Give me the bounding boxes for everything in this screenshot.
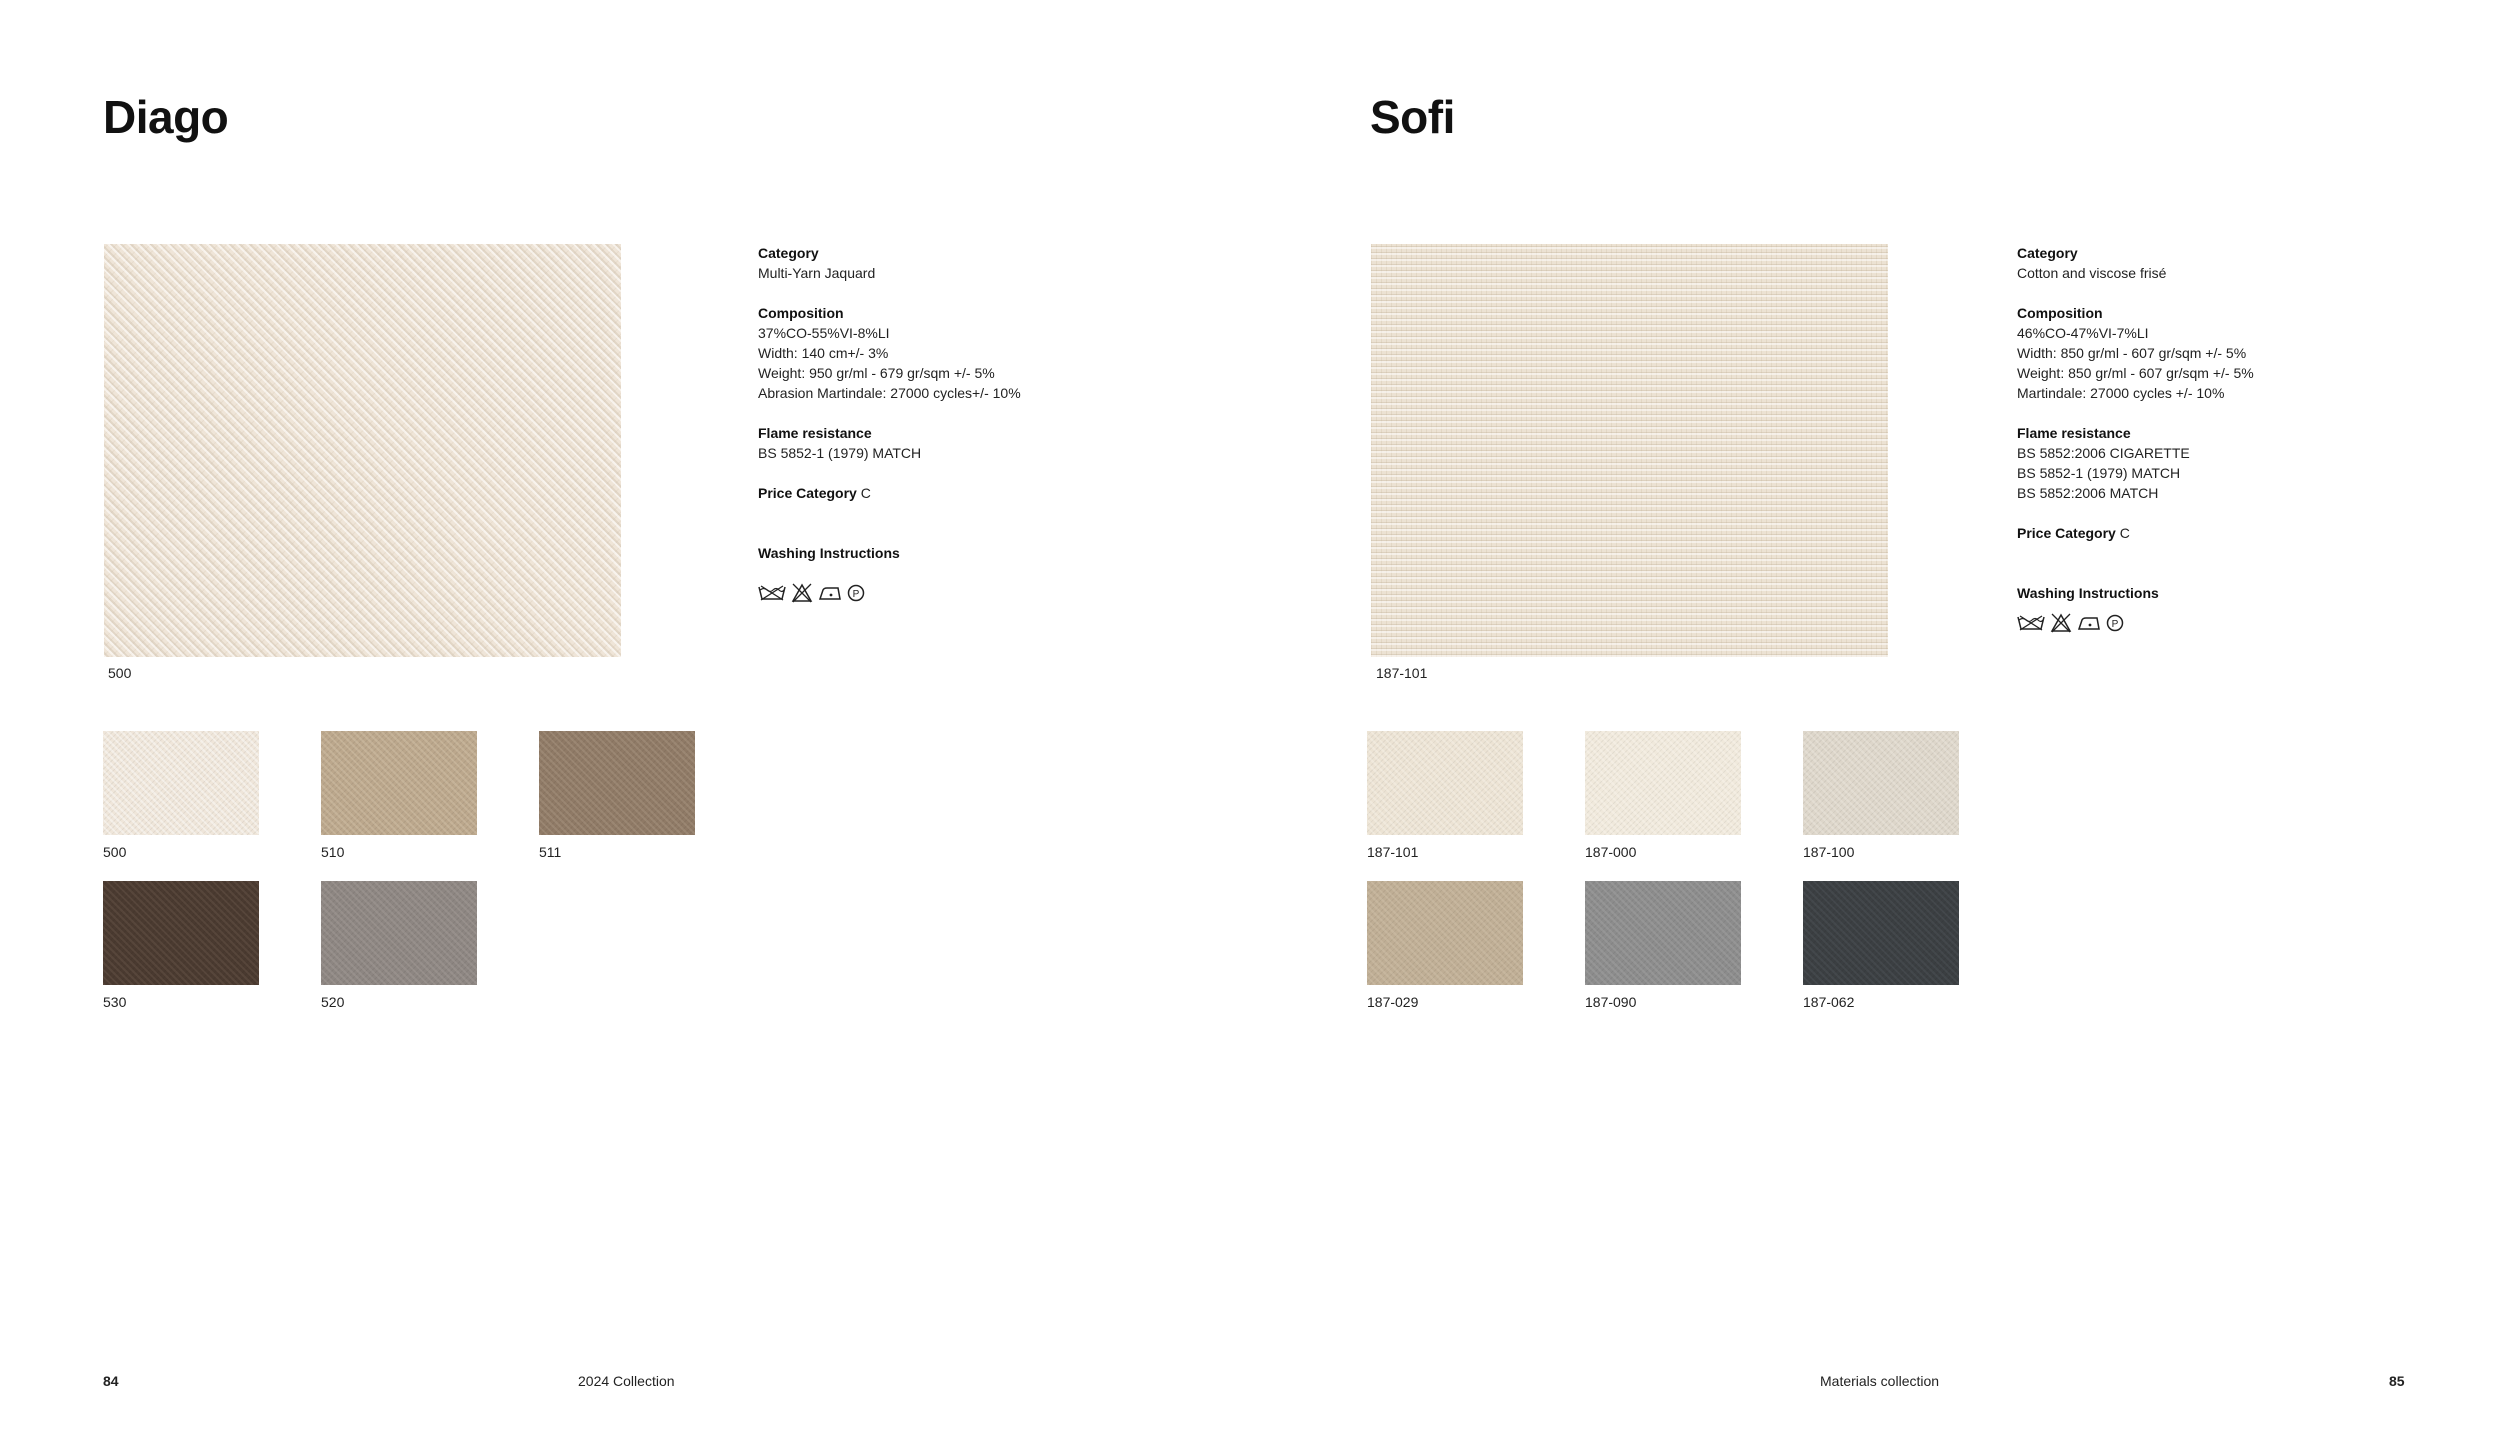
swatch-label: 187-029 [1367, 994, 1419, 1010]
flame-line: BS 5852-1 (1979) MATCH [758, 445, 922, 461]
composition-line: Weight: 950 gr/ml - 679 gr/sqm +/- 5% [758, 365, 995, 381]
swatch-label: 187-000 [1585, 844, 1637, 860]
swatch-item [321, 731, 477, 881]
dry-clean-p-icon [2106, 614, 2124, 632]
fabric-swatch [321, 881, 477, 985]
swatch-label: 187-090 [1585, 994, 1637, 1010]
category-block [758, 243, 1178, 283]
composition-block [2017, 303, 2437, 403]
fabric-swatch [1367, 881, 1523, 985]
price-heading: Price Category [758, 485, 857, 501]
composition-line: Width: 850 gr/ml - 607 gr/sqm +/- 5% [2017, 345, 2247, 361]
iron-low-icon [2077, 615, 2101, 631]
swatch-label: 530 [103, 994, 127, 1010]
do-not-wash-icon [758, 584, 786, 602]
fabric-swatch [1803, 731, 1959, 835]
swatch-item [103, 881, 259, 1031]
fabric-swatch [321, 731, 477, 835]
price-block [2017, 523, 2437, 543]
fabric-swatch [1585, 731, 1741, 835]
category-heading: Category [2017, 245, 2078, 261]
specifications [758, 243, 1178, 603]
composition-line: Weight: 850 gr/ml - 607 gr/sqm +/- 5% [2017, 365, 2254, 381]
svg-text:P: P [852, 589, 860, 600]
page-number: 85 [2389, 1373, 2405, 1389]
dry-clean-p-icon [847, 584, 865, 602]
swatch-item [1367, 731, 1523, 881]
swatch-item [103, 731, 259, 881]
category-value: Cotton and viscose frisé [2017, 265, 2167, 281]
swatch-label: 520 [321, 994, 345, 1010]
composition-heading: Composition [758, 305, 844, 321]
main-fabric-swatch [104, 244, 621, 657]
swatch-label: 187-062 [1803, 994, 1855, 1010]
iron-low-icon [818, 585, 842, 601]
category-value: Multi-Yarn Jaquard [758, 265, 876, 281]
fabric-swatch [539, 731, 695, 835]
swatch-item [1585, 881, 1741, 1031]
composition-block [758, 303, 1178, 403]
do-not-wash-icon [2017, 614, 2045, 632]
fabric-swatch [1803, 881, 1959, 985]
main-swatch-label: 500 [108, 665, 132, 681]
composition-line: Abrasion Martindale: 27000 cycles+/- 10% [758, 385, 1021, 401]
flame-block [2017, 423, 2437, 503]
composition-line: Martindale: 27000 cycles +/- 10% [2017, 385, 2225, 401]
fabric-swatch [103, 731, 259, 835]
svg-text:P: P [2111, 619, 2119, 630]
flame-line: BS 5852:2006 MATCH [2017, 485, 2159, 501]
footer-text: 2024 Collection [578, 1373, 675, 1389]
swatch-label: 187-100 [1803, 844, 1855, 860]
swatch-item [1585, 731, 1741, 881]
washing-heading: Washing Instructions [2017, 585, 2159, 601]
price-value: C [860, 485, 871, 501]
category-heading: Category [758, 245, 819, 261]
right-page [1250, 0, 2500, 1429]
swatch-label: 187-101 [1367, 844, 1419, 860]
fabric-swatch [1585, 881, 1741, 985]
composition-heading: Composition [2017, 305, 2103, 321]
page-title: Sofi [1370, 91, 1455, 143]
do-not-tumble-dry-icon [2050, 613, 2072, 633]
do-not-tumble-dry-icon [791, 583, 813, 603]
page-title: Diago [103, 91, 229, 143]
composition-line: 46%CO-47%VI-7%LI [2017, 325, 2149, 341]
swatch-item [539, 731, 695, 881]
flame-line: BS 5852-1 (1979) MATCH [2017, 465, 2181, 481]
care-icons [758, 583, 1178, 603]
swatch-grid [1367, 731, 1959, 1031]
swatch-grid [103, 731, 695, 1031]
swatch-item [321, 881, 477, 1031]
swatch-item [1803, 731, 1959, 881]
flame-line: BS 5852:2006 CIGARETTE [2017, 445, 2190, 461]
flame-heading: Flame resistance [2017, 425, 2131, 441]
swatch-label: 511 [539, 844, 562, 860]
flame-heading: Flame resistance [758, 425, 872, 441]
swatch-label: 500 [103, 844, 127, 860]
fabric-swatch [103, 881, 259, 985]
footer-text: Materials collection [1820, 1373, 1940, 1389]
price-value: C [2119, 525, 2130, 541]
washing-heading: Washing Instructions [758, 545, 900, 561]
swatch-item [1803, 881, 1959, 1031]
flame-block [758, 423, 1178, 463]
fabric-swatch [1367, 731, 1523, 835]
price-block [758, 483, 1178, 503]
care-icons [2017, 613, 2437, 633]
composition-line: Width: 140 cm+/- 3% [758, 345, 889, 361]
category-block [2017, 243, 2437, 283]
main-swatch-label: 187-101 [1376, 665, 1428, 681]
main-fabric-swatch [1371, 244, 1888, 657]
swatch-item [1367, 881, 1523, 1031]
composition-line: 37%CO-55%VI-8%LI [758, 325, 890, 341]
swatch-label: 510 [321, 844, 345, 860]
price-heading: Price Category [2017, 525, 2116, 541]
specifications [2017, 243, 2437, 633]
page-number: 84 [103, 1373, 119, 1389]
